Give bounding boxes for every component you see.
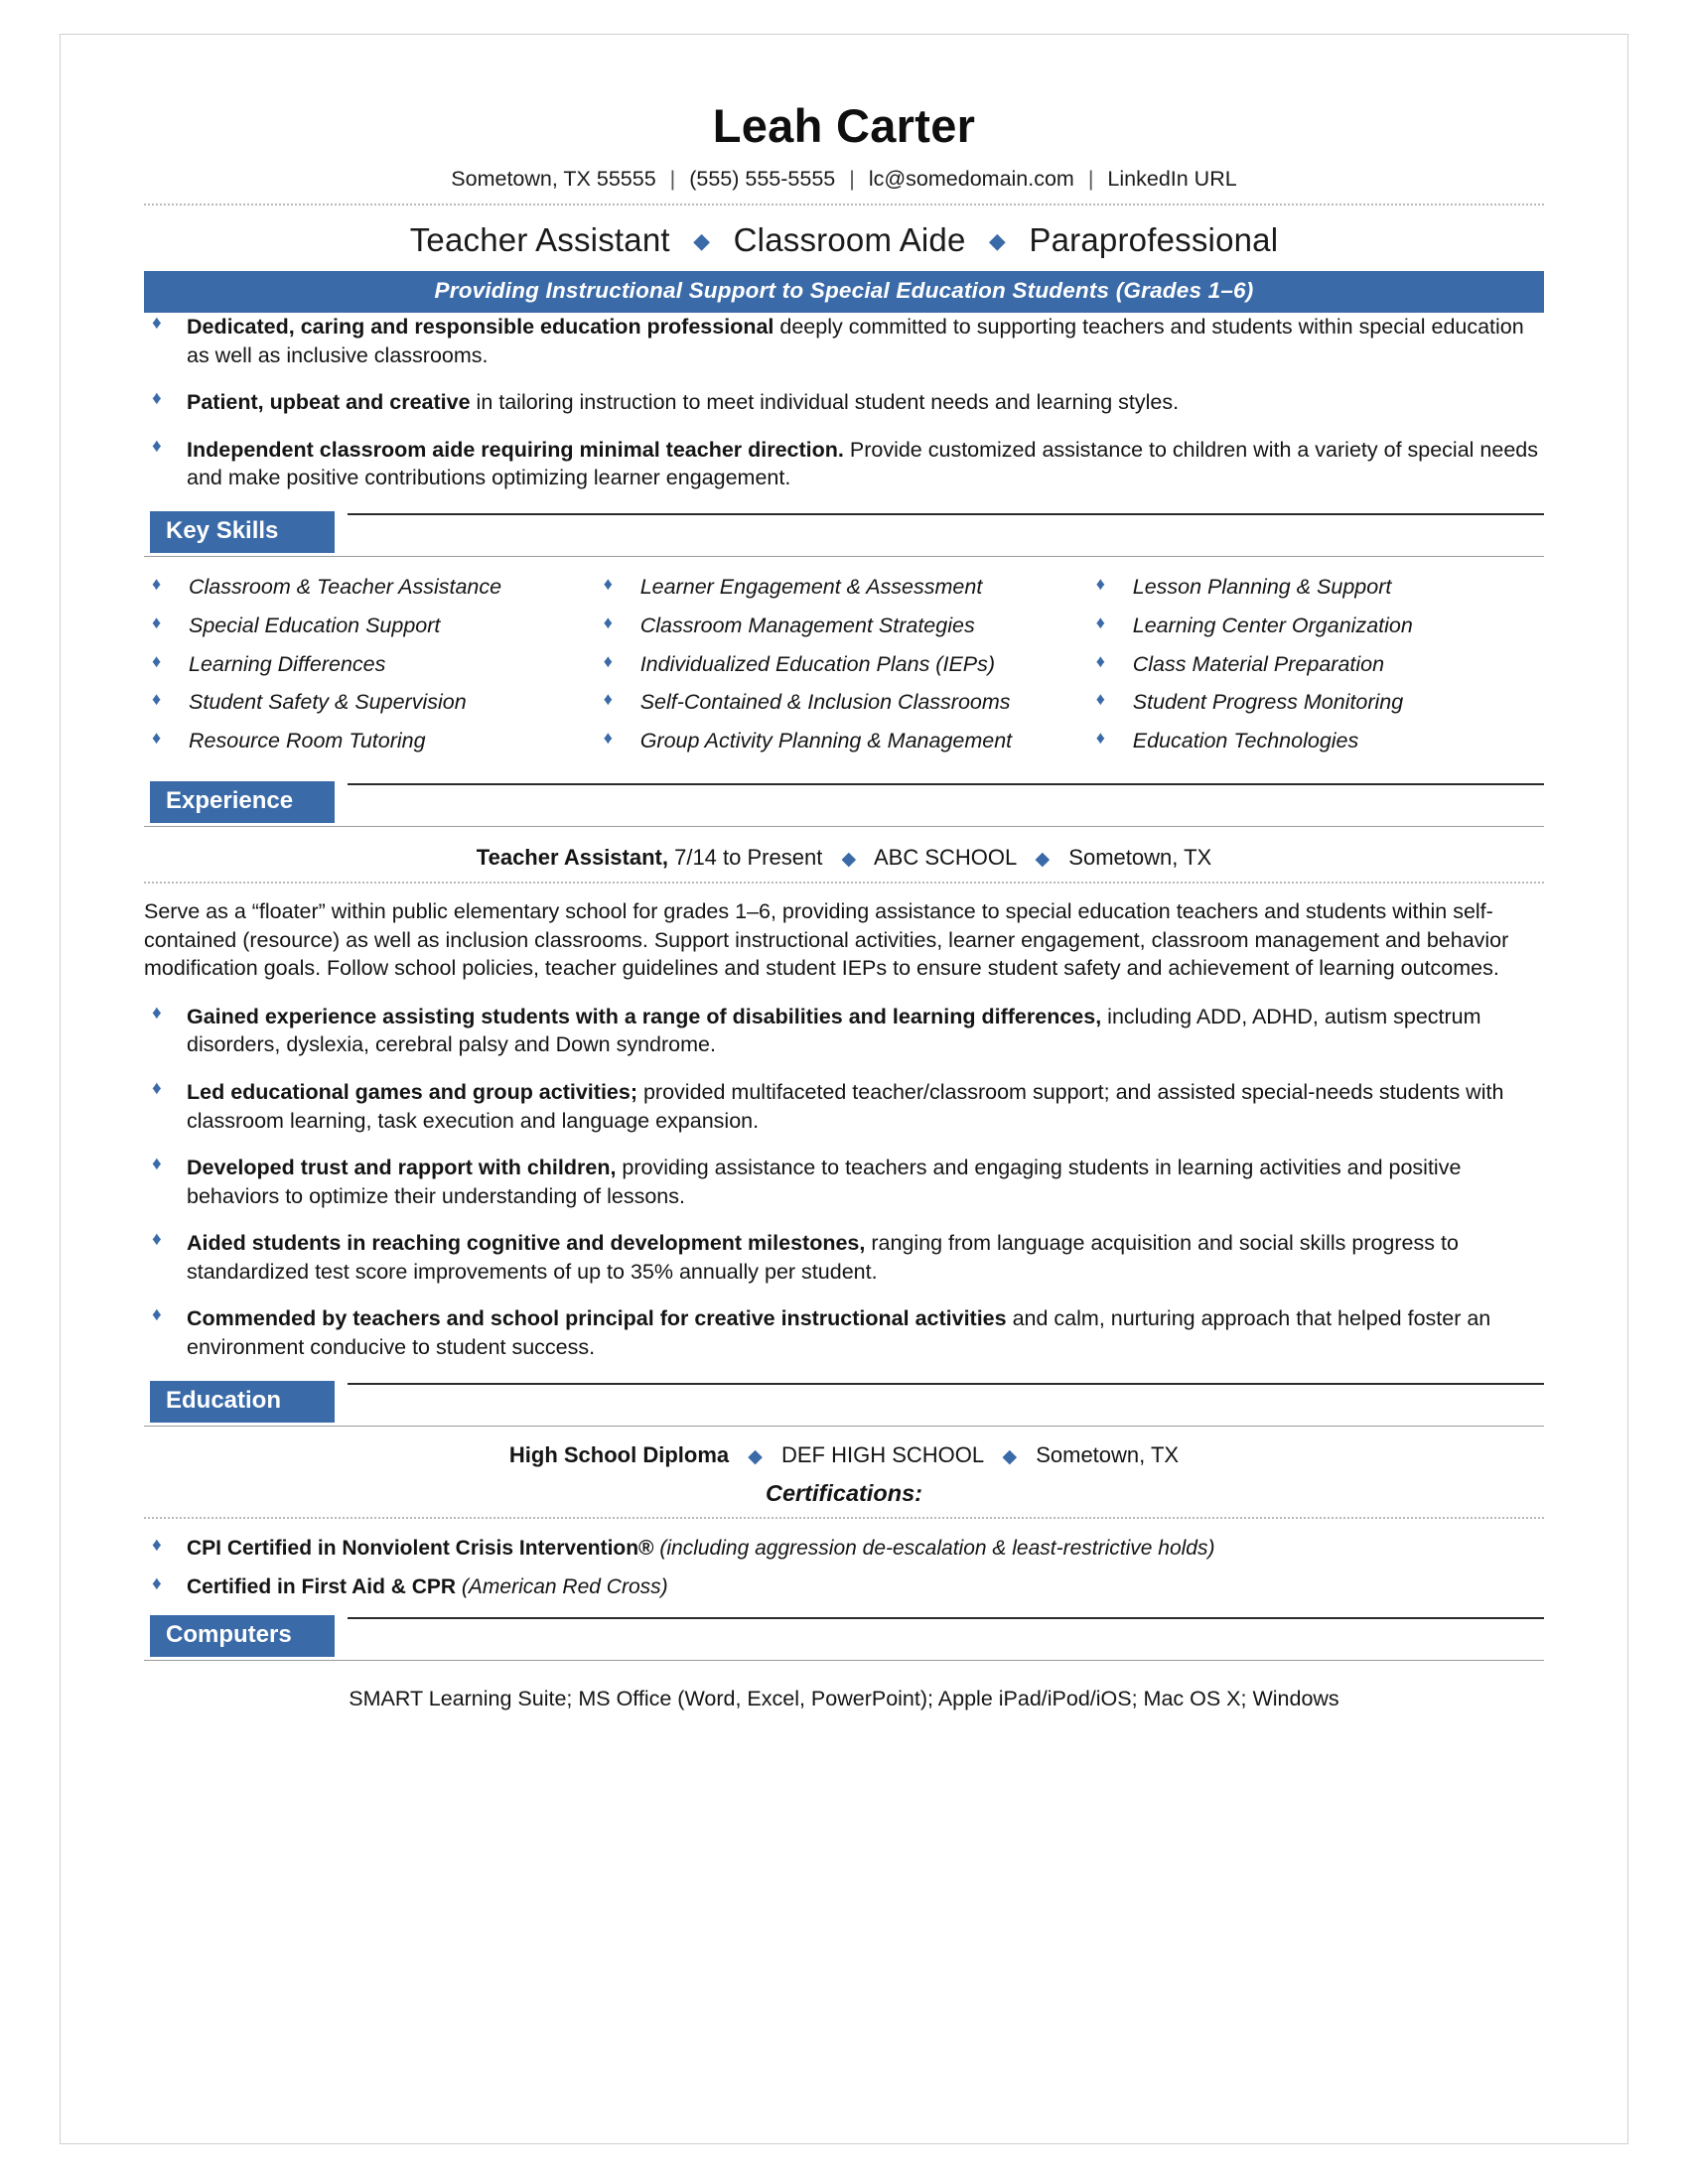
education-school: DEF HIGH SCHOOL <box>781 1441 984 1467</box>
list-item <box>144 1078 1544 1135</box>
divider <box>144 1660 1544 1661</box>
contact-email[interactable]: lc@somedomain.com <box>868 167 1074 191</box>
list-item <box>144 1154 1544 1210</box>
job-title: Teacher Assistant, <box>476 844 668 870</box>
job-dates: 7/14 to Present <box>667 844 823 870</box>
section-header-experience <box>144 781 1544 827</box>
page-title: Leah Carter <box>712 99 976 152</box>
list-item: ♦ Lesson Planning & Support <box>1088 575 1544 601</box>
certification-detail: (American Red Cross) <box>456 1574 668 1598</box>
list-item <box>144 1304 1544 1361</box>
divider <box>348 513 1544 515</box>
education-entry <box>144 1442 1544 1468</box>
diamond-icon: ◆ <box>693 228 711 253</box>
summary-bold: Patient, upbeat and creative <box>187 390 471 415</box>
list-item <box>144 313 1544 369</box>
divider <box>348 783 1544 785</box>
diamond-icon: ◆ <box>748 1445 763 1467</box>
bullet-text: providing assistance to teachers and engaging students in learning activities and positive behaviors to optimize their understanding of lessons. <box>187 1156 1462 1208</box>
bullet-text: ranging from language acquisition and social skills progress to standardized test score improvements of up to 35% annually per student. <box>187 1231 1459 1284</box>
certifications-heading: Certifications: <box>144 1480 1544 1519</box>
list-item: ♦ Resource Room Tutoring <box>144 729 596 754</box>
job-titles <box>144 221 1544 259</box>
list-item: ♦ Class Material Preparation <box>1088 652 1544 678</box>
section-title: Computers <box>150 1615 335 1657</box>
bullet-bold: Aided students in reaching cognitive and development milestones, <box>187 1231 866 1256</box>
summary-text: in tailoring instruction to meet individual student needs and learning styles. <box>470 390 1180 415</box>
resume-sheet <box>60 34 1628 2144</box>
divider <box>144 826 1544 827</box>
certification-name: CPI Certified in Nonviolent Crisis Intervention® <box>187 1536 654 1560</box>
summary-text: deeply committed to supporting teachers and students within special education as well as inclusive classrooms. <box>187 315 1524 367</box>
contact-separator: | <box>849 167 855 191</box>
job-header <box>144 831 1544 884</box>
list-item: ♦ Group Activity Planning & Management <box>596 729 1088 754</box>
list-item: ♦ Student Safety & Supervision <box>144 690 596 716</box>
bullet-text: provided multifaceted teacher/classroom support; and assisted special-needs students with classroom learning, task execution and language expansion. <box>187 1079 1504 1133</box>
diamond-icon: ◆ <box>841 848 857 870</box>
contact-separator: | <box>669 167 676 191</box>
key-skills-column-1 <box>144 575 596 767</box>
diamond-icon: ◆ <box>1002 1445 1018 1467</box>
education-location: Sometown, TX <box>1036 1441 1180 1467</box>
job-employer: ABC SCHOOL <box>873 844 1017 870</box>
list-item: ♦ Classroom & Teacher Assistance <box>144 575 596 601</box>
section-header-computers <box>144 1615 1544 1661</box>
divider <box>348 1617 1544 1619</box>
list-item <box>144 1573 1544 1601</box>
divider <box>144 556 1544 557</box>
summary-bold: Independent classroom aide requiring minimal teacher direction. <box>187 437 844 462</box>
list-item: ♦ Individualized Education Plans (IEPs) <box>596 652 1088 678</box>
section-title: Education <box>150 1381 335 1423</box>
section-title: Key Skills <box>150 511 335 553</box>
bullet-bold: Commended by teachers and school principal for creative instructional activities <box>187 1306 1007 1331</box>
job-location: Sometown, TX <box>1068 844 1212 870</box>
list-item: ♦ Special Education Support <box>144 614 596 639</box>
computers-text: SMART Learning Suite; MS Office (Word, Excel, PowerPoint); Apple iPad/iPod/iOS; Mac OS X; Windows <box>349 1686 1339 1710</box>
bullet-bold: Gained experience assisting students with a range of disabilities and learning differences, <box>187 1004 1102 1028</box>
bullet-text: and calm, nurturing approach that helped foster an environment conducive to student success. <box>187 1306 1491 1360</box>
divider <box>144 1426 1544 1427</box>
list-item: ♦ Self-Contained & Inclusion Classrooms <box>596 690 1088 716</box>
diamond-icon: ◆ <box>988 228 1007 253</box>
job-title-1: Teacher Assistant <box>409 221 670 258</box>
list-item: ♦ Classroom Management Strategies <box>596 614 1088 639</box>
job-title-2: Classroom Aide <box>733 221 966 258</box>
list-item <box>144 1229 1544 1286</box>
list-item <box>144 388 1544 417</box>
section-header-key-skills <box>144 511 1544 557</box>
job-description: Serve as a “floater” within public elementary school for grades 1–6, providing assistance to special education teachers and students within self-contained (resource) as well as inclusion classrooms. Support instructional activities, learner engagement, classroom management and behavior modification goals. Follow school policies, teacher guidelines and student IEPs to ensure student safety and achievement of learning outcomes. <box>144 898 1509 981</box>
key-skills-column-2 <box>596 575 1088 767</box>
experience-bullets <box>144 1003 1544 1362</box>
key-skills-column-3 <box>1088 575 1544 767</box>
list-item: ♦ Education Technologies <box>1088 729 1544 754</box>
certification-detail: (including aggression de-escalation & least-restrictive holds) <box>653 1536 1215 1560</box>
section-header-education <box>144 1381 1544 1427</box>
bullet-bold: Led educational games and group activities; <box>187 1079 637 1104</box>
summary-bold: Dedicated, caring and responsible education professional <box>187 315 774 339</box>
list-item: ♦ Learner Engagement & Assessment <box>596 575 1088 601</box>
list-item <box>144 436 1544 492</box>
certification-name: Certified in First Aid & CPR <box>187 1574 457 1598</box>
key-skills-grid <box>144 575 1544 767</box>
diamond-icon: ◆ <box>1035 848 1051 870</box>
bullet-bold: Developed trust and rapport with children, <box>187 1156 617 1180</box>
certifications-list <box>144 1535 1544 1601</box>
list-item <box>144 1535 1544 1563</box>
contact-line <box>144 167 1544 205</box>
education-degree: High School Diploma <box>508 1441 730 1467</box>
contact-linkedin[interactable]: LinkedIn URL <box>1107 167 1237 191</box>
contact-phone: (555) 555-5555 <box>689 167 836 191</box>
summary-list <box>144 313 1544 492</box>
contact-separator: | <box>1087 167 1094 191</box>
divider <box>348 1383 1544 1385</box>
list-item: ♦ Learning Center Organization <box>1088 614 1544 639</box>
contact-location: Sometown, TX 55555 <box>451 167 656 191</box>
job-title-3: Paraprofessional <box>1029 221 1279 258</box>
list-item <box>144 1003 1544 1059</box>
list-item: ♦ Student Progress Monitoring <box>1088 690 1544 716</box>
list-item: ♦ Learning Differences <box>144 652 596 678</box>
tagline-banner: Providing Instructional Support to Special Education Students (Grades 1–6) <box>144 271 1544 313</box>
bullet-text: including ADD, ADHD, autism spectrum disorders, dyslexia, cerebral palsy and Down syndrome. <box>187 1004 1481 1057</box>
summary-text: Provide customized assistance to children with a variety of special needs and make positive contributions optimizing learner engagement. <box>187 437 1538 490</box>
section-title: Experience <box>150 781 335 823</box>
